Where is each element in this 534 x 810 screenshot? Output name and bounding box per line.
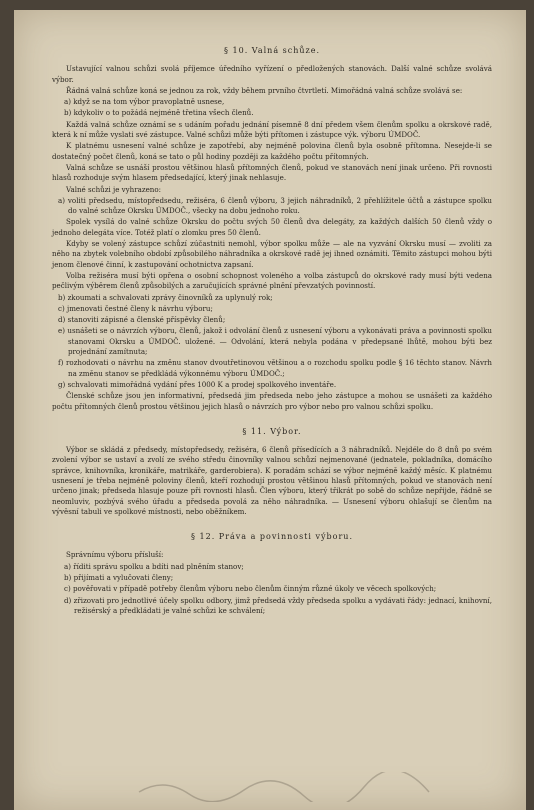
list-item: b) přijímati a vylučovati členy; — [64, 573, 174, 583]
paragraph: Členské schůze jsou jen informativní, předsedá jim předseda nebo jeho zástupce a mohou se usnášeti za každého počtu přítomných členů prostou většinou jejich hlasů o návrzích pro výbor nebo pro valnou schůzi spolku. — [52, 391, 492, 411]
section-11-heading: § 11. Výbor. — [242, 426, 302, 436]
handwritten-scribble — [134, 772, 434, 802]
list-item: c) jmenovati čestné členy k návrhu výboru; — [58, 303, 213, 313]
paragraph: Ustavující valnou schůzi svolá příjemce úředního vyřízení o předložených stanovách. Další valné schůze svolává výbor. — [52, 64, 492, 84]
paragraph: Výbor se skládá z předsedy, místopředsedy, režiséra, 6 členů přísedících a 3 náhradníků. Nejdéle do 8 dnů po svém zvolení výbor se ustaví a zvolí ze svého středu činovníky valnou schůzí nejmenované (jednatele, pokladníka, domácího správce, knihovníka, kronikáře, matrikáře, garderobiera). K poradám schází se výbor nejméně každý měsíc. K platnému usnesení je třeba nejméně poloviny členů, kteří rozhodují prostou většinou hlasů přítomných, pokud ve stanovách není určeno jinak; předseda hlasuje pouze při rovnosti hlasů. Člen výboru, který třikrát po sobě do schůze nepřijde, řádně se neomluviv, pozbývá svého úřadu a předseda povolá za něho náhradníka. — Usnesení výboru ohlašují se členům na vývěsní tabuli ve spolkové místnosti, nebo oběžníkem. — [52, 445, 492, 516]
paragraph: K platnému usnesení valné schůze je zapotřebí, aby nejméně polovina členů byla osobně přítomna. Nesejde-li se dostatečný počet členů, koná se tato o půl hodiny později za každého počtu přítomných. — [52, 141, 492, 161]
list-item: b) kdykoliv o to požádá nejméně třetina všech členů. — [64, 108, 254, 118]
list-item: a) když se na tom výbor pravoplatně usnese, — [64, 97, 225, 107]
list-item: d) zřizovati pro jednotlivé účely spolku odbory, jimž předsedá vždy předseda spolku a vydávati řády: jednací, knihovní, režisérský a předkládati je valné schůzi ke schválení; — [64, 595, 492, 615]
paragraph: Valná schůze se usnáší prostou většinou hlasů přítomných členů, pokud ve stanovách není jinak určeno. Při rovnosti hlasů rozhoduje svým hlasem předsedající, který jinak nehlasuje. — [52, 162, 492, 183]
paragraph: Kdyby se volený zástupce schůzí zúčastniti nemohl, výbor spolku může — ale na vyzvání Okrsku musí — zvoliti za něho na zbytek volebního období způsobilého náhradníka a okrskové radě jej ihned oznámiti. Těmito zástupci mohou býti jenom členové činní, k zastupování ochotnictva zapsaní. — [52, 239, 492, 269]
paragraph: Spolek vysílá do valné schůze Okrsku do počtu svých 50 členů dva delegáty, za každých dalších 50 členů vždy o jednoho delegáta více. Totéž platí o zlomku pres 50 členů. — [52, 217, 492, 237]
page-content — [52, 40, 492, 617]
section-10-heading: § 10. Valná schůze. — [223, 46, 321, 55]
paragraph: Správnímu výboru přísluší: — [66, 550, 164, 560]
list-item: a) říditi správu spolku a bdíti nad plněním stanov; — [64, 561, 244, 571]
list-item: a) voliti předsedu, místopředsedu, režiséra, 6 členů výboru, 3 jejich náhradníků, 2 přehlížitele účtů a zástupce spolku do valné schůze Okrsku ÚMDOČ., všecky na dobu jednoho roku. — [58, 195, 492, 216]
list-item: c) pověřovati v případě potřeby členům výboru nebo členům činným různé úkoly ve věcech spolkových; — [64, 584, 437, 594]
list-item: f) rozhodovati o návrhu na změnu stanov dvoutřetinovou většinou a o rozchodu spolku podle § 16 těchto stanov. Návrh na změnu stanov se předkládá výkonnému výboru ÚMDOČ.; — [58, 358, 492, 378]
section-12-heading: § 12. Práva a povinnosti výboru. — [191, 532, 353, 542]
paragraph: Každá valná schůze oznámí se s udáním pořadu jednání písemně 8 dní předem všem členům spolku a okrskové radě, která k ní může vyslati své zástupce. Valné schůzi může býti přítomen i zástupce výk. výboru ÚMDOČ. — [52, 119, 492, 140]
paragraph: Valné schůzi je vyhrazeno: — [66, 184, 162, 194]
paragraph: Volba režiséra musí býti opřena o osobní schopnost voleného a volba zástupců do okrskové rady musí býti vedena pečlivým výběrem členů způsobilých a zaručujících správné plnění převzatých povinností. — [52, 270, 492, 291]
list-item: e) usnášeti se o návrzích výboru, členů, jakož i odvolání členů z usnesení výboru a vykonávati práva a povinnosti spolku stanovami Okrsku a ÚMDOČ. uložené. — Odvolání, která nebyla podána v předepsané lhůtě, mohou býti bez projednání zamítnuta; — [58, 326, 492, 357]
list-item: g) schvalovati mimořádná vydání přes 1000 K a prodej spolkového inventáře. — [58, 379, 337, 389]
document-page — [14, 10, 526, 810]
list-item: d) stanoviti zápisné a členské příspěvky členů; — [58, 315, 226, 325]
paragraph: Řádná valná schůze koná se jednou za rok, vždy během prvního čtvrtletí. Mimořádná valná schůze svolává se: — [66, 85, 463, 95]
list-item: b) zkoumati a schvalovati zprávy činovníků za uplynulý rok; — [58, 292, 273, 302]
